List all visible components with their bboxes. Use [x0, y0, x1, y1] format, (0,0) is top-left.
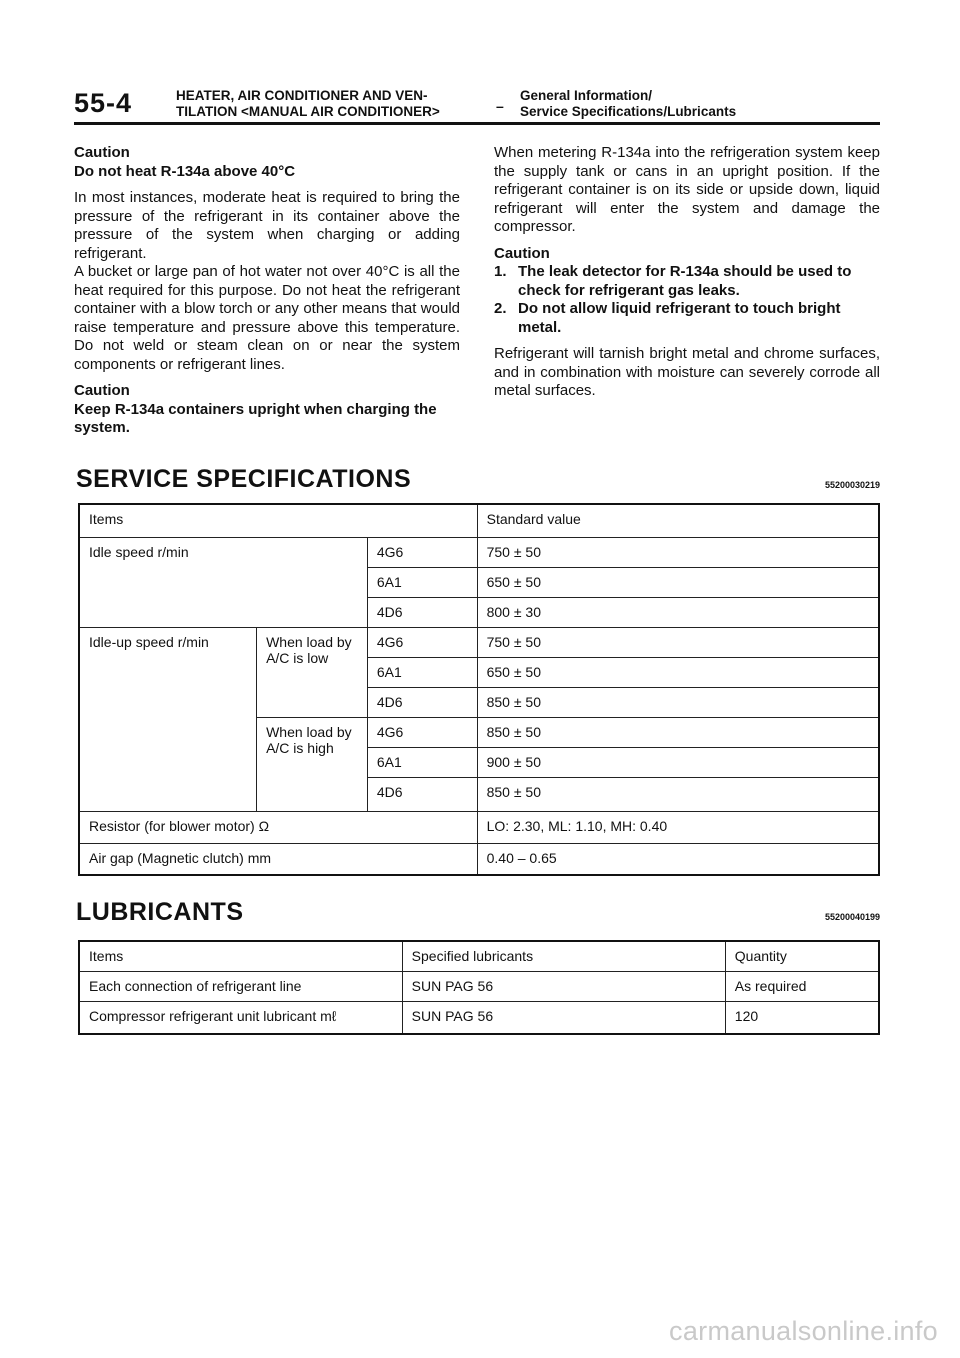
- caution-label-right: Caution: [494, 244, 550, 262]
- table-row: Each connection of refrigerant line SUN PAG 56 As required: [79, 971, 879, 1001]
- table-row: Idle-up speed r/min When load by A/C is low 4G6 750 ± 50: [79, 627, 879, 657]
- table-row: 6A1 900 ± 50: [79, 747, 879, 777]
- table-row: Compressor refrigerant unit lubricant mℓ SUN PAG 56 120: [79, 1001, 879, 1034]
- left-paragraph-2: A bucket or large pan of hot water not over 40°C is all the heat required for this purpose. Do not heat the refrigerant container with a blow torch or any other means that would raise temperature and pressure above this temperature. Do not weld or steam clean on or near the system components or refrigerant lines.: [74, 263, 460, 373]
- service-specifications-code: 55200030219: [824, 480, 880, 490]
- watermark: carmanualsonline.info: [669, 1316, 938, 1346]
- header-dash: –: [496, 98, 504, 114]
- table-header-row: Items Standard value: [79, 504, 879, 537]
- lubricants-code: 55200040199: [824, 912, 880, 922]
- right-paragraph-1: When metering R-134a into the refrigeration system keep the supply tank or cans in an upright position. If the refrigerant container is on its side or upside down, liquid refrigerant will enter the system and damage the compressor.: [494, 144, 880, 235]
- table-row: 4D6 850 ± 50: [79, 777, 879, 811]
- page-header: [74, 86, 880, 122]
- service-specifications-title: SERVICE SPECIFICATIONS: [76, 465, 412, 493]
- service-specifications-table: [78, 503, 880, 876]
- caution-item: 1. The leak detector for R-134a should be used to check for refrigerant gas leaks.: [494, 263, 852, 299]
- lubricants-table: [78, 940, 880, 1035]
- topic-title: General Information/ Service Specifications/Lubricants: [520, 88, 737, 119]
- table-row: Resistor (for blower motor) Ω LO: 2.30, ML: 1.10, MH: 0.40: [79, 811, 879, 843]
- lubricants-title: LUBRICANTS: [76, 898, 244, 926]
- caution-item: 2. Do not allow liquid refrigerant to touch bright metal.: [494, 300, 841, 336]
- table-row: 4D6 850 ± 50: [79, 687, 879, 717]
- right-paragraph-2: Refrigerant will tarnish bright metal and chrome surfaces, and in combination with moisture can severely corrode all metal surfaces.: [494, 345, 880, 399]
- right-column: [494, 144, 880, 409]
- header-rule: [74, 122, 880, 125]
- table-row: Idle speed r/min 4G6 750 ± 50: [79, 537, 879, 567]
- table-header-row: Items Specified lubricants Quantity: [79, 941, 879, 971]
- caution-block-2: Caution Keep R-134a containers upright when charging the system.: [74, 382, 437, 436]
- table-row: 4D6 800 ± 30: [79, 597, 879, 627]
- left-column: [74, 144, 460, 446]
- table-row: When load by A/C is high 4G6 850 ± 50: [79, 717, 879, 747]
- caution-list: [494, 263, 880, 337]
- page-number: 55-4: [74, 88, 133, 118]
- caution-block-1: Caution Do not heat R-134a above 40°C: [74, 144, 296, 180]
- table-row: 6A1 650 ± 50: [79, 657, 879, 687]
- section-title: HEATER, AIR CONDITIONER AND VEN- TILATION <MANUAL AIR CONDITIONER>: [176, 88, 440, 119]
- table-row: Air gap (Magnetic clutch) mm 0.40 – 0.65: [79, 843, 879, 875]
- table-row: 6A1 650 ± 50: [79, 567, 879, 597]
- left-paragraph-1: In most instances, moderate heat is required to bring the pressure of the refrigerant in its container above the pressure of the system when charging or adding refrigerant.: [74, 189, 460, 262]
